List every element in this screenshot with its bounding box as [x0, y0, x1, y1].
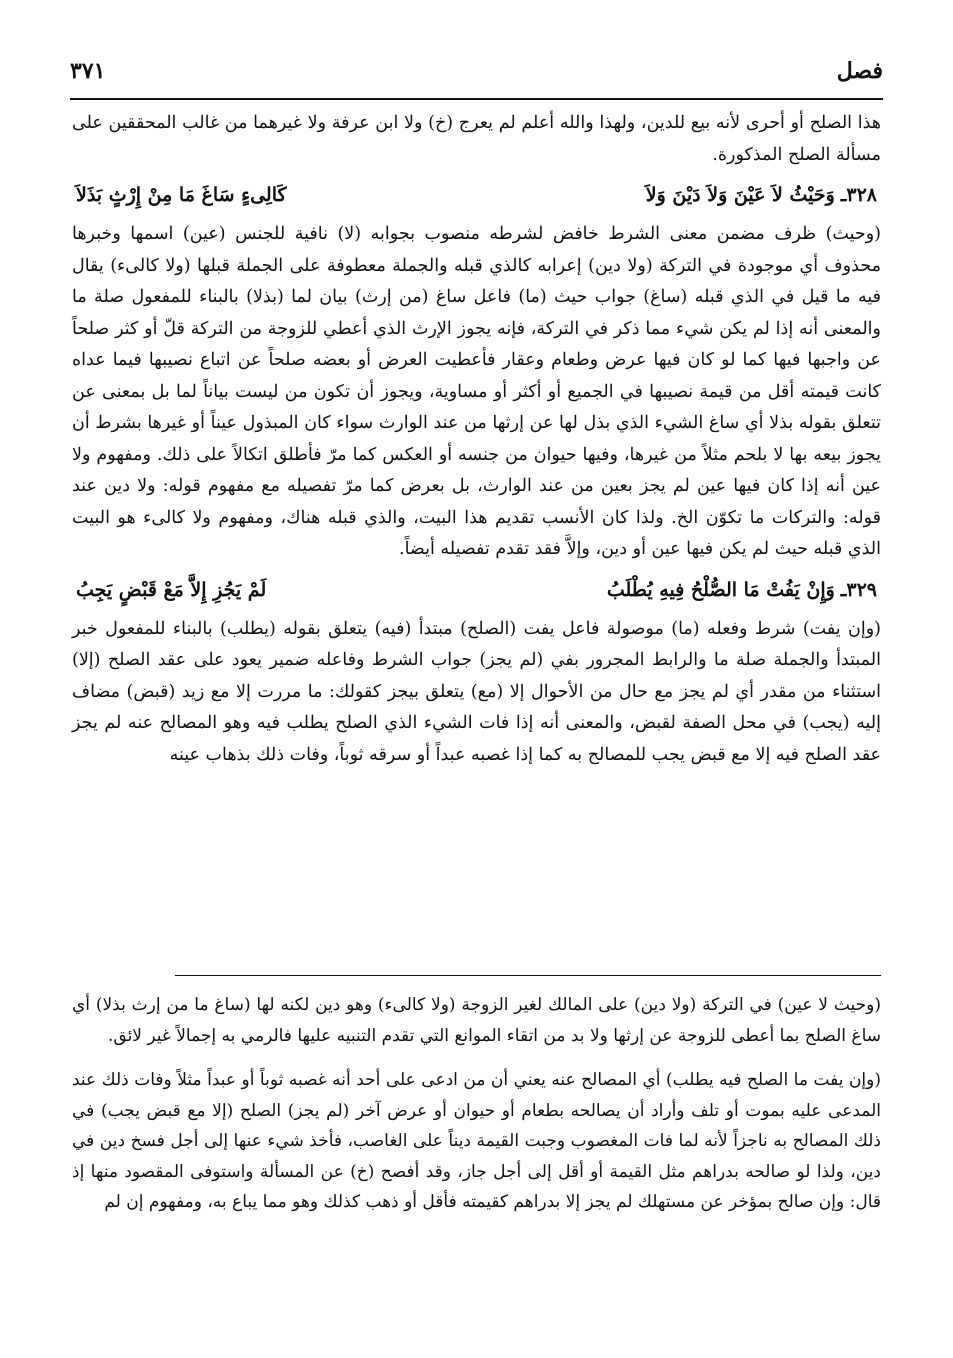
- verse-first-hemistich: وَحَيْثُ لاَ عَيْنَ وَلاَ دَيْنَ وَلاَ: [645, 184, 835, 206]
- footnote-paragraph: (وإن يفت ما الصلح فيه يطلب) أي المصالح عنه يعني أن من ادعى على أحد أنه غصبه ثوباً أو عبداً مثلاً وفات ذلك عند المدعى عليه بموت أو تلف وأراد أن يصالحه بطعام أو حيوان أو عرض آخر (لم يجز) الصلح (إلا مع قبض يجب) في ذلك المصالح به ناجزاً لأنه لما فات المغصوب وجبت القيمة ديناً على الغاصب، فأخذ شيء عنها إلى أجل فسخ دين في دين، ولذا لو صالحه بدراهم مثل القيمة أو أقل إلى أجل جاز، وقد أفصح (خ) عن المسألة واستوفى المقصود منها إذ قال: وإن صالح بمؤخر عن مستهلك لم يجز إلا بدراهم كقيمته فأقل أو ذهب كذلك وهو مما يباع به، ومفهوم إن لم: [72, 1070, 881, 1212]
- verse-first-hemistich: وَإِنْ يَفُتْ مَا الصُّلْحُ فِيهِ يُطْلَبُ: [606, 578, 835, 601]
- verse-number: ٣٢٩ـ: [840, 578, 877, 601]
- page-header: [70, 58, 883, 100]
- footnote-paragraph: (وحيث لا عين) في التركة (ولا دين) على المالك لغير الزوجة (ولا كالىء) وهو دين لكنه لها (ساغ ما من إرث بذلا) أي ساغ الصلح بما أعطى للزوجة عن إرثها ولا بد من اتقاء الموانع التي تقدم التنبيه عليها فالرمي به إجمالاً غير لائق.: [72, 995, 881, 1046]
- commentary-paragraph: (وحيث) ظرف مضمن معنى الشرط خافض لشرطه منصوب بجوابه (لا) نافية للجنس (عين) اسمها وخبرها محذوف أي موجودة في التركة (ولا دين) إعرابه كالذي قبله والجملة معطوفة على الجملة قبلها (ولا كالىء) يقال فيه ما قيل في الذي قبله (ساغ) جواب حيث (ما) فاعل ساغ (من إرث) بيان لما (بذلا) بالبناء للمفعول صلة ما والمعنى أنه إذا لم يكن شيء مما ذكر في التركة، فإنه يجوز الإرث الذي أعطي للزوجة من التركة قلّ أو كثر صلحاً عن واجبها فيها كما لو كان فيها عرض وطعام وعقار فأعطيت العرض أو بعضه صلحاً عن اتباع نصيبها فيما عداه كانت قيمته أقل من قيمة نصيبها في الجميع أو أكثر أو مساوية، ويجوز أن تكون من ليست بياناً لما بل بمعنى عن تتعلق بقوله بذلا أي ساغ الشيء الذي بذل لها عن إرثها من عند الوارث سواء كان المبذول عيناً أو غيرها بشرط أن يجوز بيعه بها لا بلحم مثلاً من غيرها، وفيها حيوان من جنسه أو العكس كما مرّ فأطلق اتكالاً على ذلك. ومفهوم ولا عين أنه إذا كان فيها عين لم يجز بعين من عند الوارث، بل بعرض كما مرّ تفصيله مع مفهوم قوله: ولا دين عند قوله: والتركات ما تكوّن الخ. ولذا كان الأنسب تقديم هذا البيت، والذي قبله هناك، ومفهوم ولا كالىء هو البيت الذي قبله حيث لم يكن فيها عين أو دين، وإلاَّ فقد تقدم تفصيله أيضاً.: [72, 224, 881, 559]
- page-number: ٣٧١: [70, 58, 106, 84]
- verse-328: [72, 173, 881, 217]
- commentary-paragraph: (وإن يفت) شرط وفعله (ما) موصولة فاعل يفت (الصلح) مبتدأ (فيه) يتعلق بقوله (يطلب) بالبناء للمفعول خبر المبتدأ والجملة صلة ما والرابط المجرور بفي (لم يجز) جواب الشرط وفاعله ضمير يعود على عقد الصلح (إلا) استثناء من مقدر أي لم يجز مع حال من الأحوال إلا (مع) يتعلق بيجز كقولك: ما مررت إلا مع زيد (قبض) مضاف إليه (يجب) في محل الصفة لقبض، والمعنى أنه إذا فات الشيء الذي الصلح يطلب فيه وهو المصالح عنه لم يجز عقد الصلح فيه إلا مع قبض يجب للمصالح به كما إذا غصبه عبداً أو سرقه ثوباً، وفات ذلك بذهاب عينه: [72, 618, 881, 765]
- chapter-title: فصل: [836, 58, 883, 84]
- verse-329: [72, 568, 881, 612]
- verse-second-hemistich: لَمْ يَجُزِ إِلاَّ مَعْ قَبْضٍ يَجِبُ: [75, 578, 267, 601]
- verse-second-hemistich: كَالِىءٍ سَاغَ مَا مِنْ إِرْثٍ بَذَلاَ: [75, 184, 287, 206]
- footnote-divider: [175, 975, 881, 976]
- intro-paragraph: هذا الصلح أو أحرى لأنه بيع للدين، ولهذا والله أعلم لم يعرج (خ) ولا ابن عرفة ولا غيرهما من غالب المحققين على مسألة الصلح المذكورة.: [72, 113, 881, 165]
- footnotes: [72, 990, 881, 1218]
- main-text: [72, 108, 881, 771]
- verse-number: ٣٢٨ـ: [840, 184, 877, 206]
